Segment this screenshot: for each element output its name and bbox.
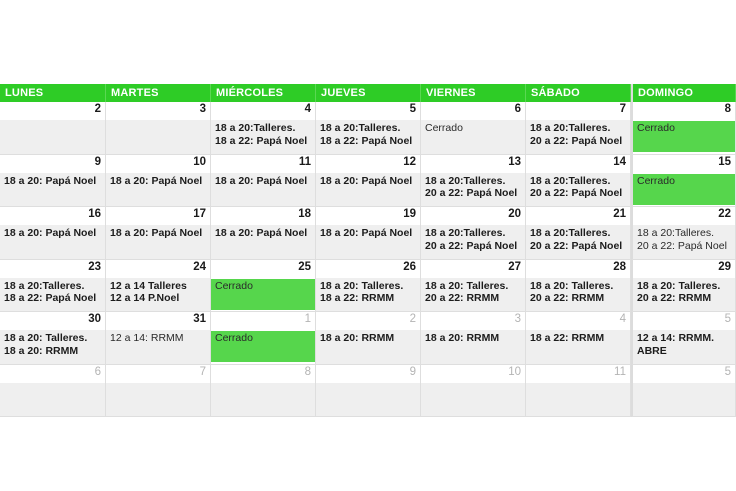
calendar-day-cell[interactable] — [316, 207, 421, 260]
event-text-line: 18 a 20: RRMM — [425, 332, 500, 344]
day-event[interactable] — [4, 280, 103, 305]
calendar-day-cell[interactable] — [211, 365, 316, 418]
event-text-line: 18 a 22: Papá Noel — [320, 134, 413, 147]
day-number: 8 — [304, 365, 311, 378]
calendar-day-cell[interactable] — [106, 102, 211, 155]
day-number: 3 — [514, 313, 521, 325]
event-band — [526, 383, 630, 417]
day-event[interactable] — [530, 175, 628, 200]
calendar-day-cell[interactable] — [106, 155, 211, 208]
day-number: 10 — [508, 365, 521, 378]
event-text-line: 12 a 14: RRMM. — [637, 332, 715, 344]
day-number: 31 — [193, 313, 206, 325]
day-number: 16 — [88, 208, 101, 220]
event-text-line: 20 a 22: RRMM — [530, 292, 605, 304]
event-text-line: 12 a 14 Talleres — [110, 279, 187, 292]
day-number: 14 — [613, 155, 626, 168]
calendar-day-cell[interactable] — [0, 260, 106, 313]
event-text-line: 18 a 20:Talleres. — [425, 174, 506, 187]
event-text-line: 18 a 20: Papá Noel — [110, 174, 203, 187]
calendar-day-cell[interactable] — [316, 312, 421, 365]
calendar-day-cell[interactable] — [316, 102, 421, 155]
event-text-line: Cerrado — [215, 279, 253, 292]
calendar-day-cell[interactable] — [316, 155, 421, 208]
calendar-day-cell[interactable] — [526, 102, 631, 155]
event-text-line: 12 a 14 P.Noel — [110, 292, 180, 304]
event-text-line: 18 a 20: Talleres. — [637, 279, 721, 292]
day-event[interactable] — [530, 280, 628, 305]
calendar-day-cell[interactable] — [526, 260, 631, 313]
day-event[interactable] — [425, 280, 523, 305]
event-band — [211, 383, 315, 417]
calendar-day-cell[interactable] — [526, 312, 631, 365]
event-text-line: Cerrado — [637, 174, 675, 187]
day-event[interactable] — [110, 175, 208, 188]
day-event[interactable] — [425, 175, 523, 200]
day-event[interactable] — [4, 175, 103, 188]
day-event[interactable] — [530, 332, 628, 345]
day-number: 20 — [508, 208, 521, 220]
calendar-day-cell[interactable] — [631, 207, 736, 260]
event-band — [106, 120, 210, 154]
day-number: 24 — [193, 260, 206, 273]
day-number: 22 — [718, 208, 731, 220]
calendar-day-cell[interactable] — [0, 365, 106, 418]
calendar-week-row — [0, 312, 736, 365]
event-text-line: 12 a 14: RRMM — [110, 332, 184, 344]
event-text-line: 20 a 22: Papá Noel — [425, 187, 518, 199]
day-event[interactable] — [320, 122, 418, 147]
day-event[interactable] — [530, 227, 628, 252]
event-text-line: 18 a 20: Papá Noel — [215, 227, 308, 239]
day-number: 8 — [724, 103, 731, 115]
calendar-weeks — [0, 102, 736, 417]
day-event[interactable] — [320, 332, 418, 345]
day-event[interactable] — [637, 332, 733, 357]
calendar-day-cell[interactable] — [106, 312, 211, 365]
day-number: 18 — [298, 208, 311, 220]
calendar-day-cell[interactable] — [421, 260, 526, 313]
calendar-day-cell[interactable] — [631, 102, 736, 155]
event-text-line: 18 a 20:Talleres. — [4, 279, 85, 292]
event-text-line: 20 a 22: RRMM — [425, 292, 500, 304]
weekday-header-sunday: DOMINGO — [631, 84, 736, 102]
event-text-line: 18 a 20: Papá Noel — [320, 174, 413, 187]
day-number: 6 — [514, 103, 521, 115]
day-number: 28 — [613, 260, 626, 273]
event-text-line: Cerrado — [215, 332, 253, 344]
weekday-header-thursday: JUEVES — [316, 84, 421, 102]
calendar-day-cell[interactable] — [0, 312, 106, 365]
calendar-day-cell[interactable] — [631, 155, 736, 208]
day-event[interactable] — [4, 332, 103, 357]
event-text-line: 18 a 20:Talleres. — [215, 122, 296, 134]
day-event[interactable] — [215, 122, 313, 147]
event-text-line: 18 a 20: Papá Noel — [320, 227, 413, 239]
event-text-line: 18 a 20:Talleres. — [637, 227, 715, 239]
day-number: 26 — [403, 260, 416, 273]
day-number: 17 — [193, 208, 206, 220]
calendar-day-cell[interactable] — [316, 260, 421, 313]
weekday-header-wednesday: MIÉRCOLES — [211, 84, 316, 102]
event-band — [0, 120, 105, 154]
calendar-day-cell[interactable] — [106, 260, 211, 313]
event-text-line: 18 a 20:Talleres. — [530, 122, 611, 134]
day-event[interactable] — [215, 332, 313, 345]
event-band — [421, 383, 525, 417]
event-text-line: 18 a 20: RRMM — [4, 344, 79, 357]
calendar-day-cell[interactable] — [421, 365, 526, 418]
calendar-day-cell[interactable] — [211, 260, 316, 313]
event-text-line: 18 a 20: Papá Noel — [4, 227, 97, 239]
day-number: 2 — [94, 103, 101, 115]
day-event[interactable] — [637, 122, 733, 135]
day-number: 15 — [718, 155, 731, 168]
event-text-line: 20 a 22: Papá Noel — [637, 239, 727, 252]
event-text-line: 18 a 20: Talleres. — [530, 279, 614, 292]
calendar-day-cell[interactable] — [0, 207, 106, 260]
weekday-header-tuesday: MARTES — [106, 84, 211, 102]
day-event[interactable] — [320, 227, 418, 240]
calendar-day-cell[interactable] — [421, 102, 526, 155]
event-text-line: Cerrado — [425, 122, 463, 134]
day-number: 27 — [508, 260, 521, 273]
event-text-line: 18 a 22: Papá Noel — [4, 292, 97, 304]
calendar-day-cell[interactable] — [0, 102, 106, 155]
day-event[interactable] — [425, 332, 523, 345]
day-number: 12 — [403, 155, 416, 168]
day-event[interactable] — [425, 122, 523, 135]
weekday-header-monday: LUNES — [0, 84, 106, 102]
calendar-day-cell[interactable] — [316, 365, 421, 418]
calendar-day-cell[interactable] — [631, 260, 736, 313]
calendar-day-cell[interactable] — [106, 365, 211, 418]
calendar-week-row — [0, 365, 736, 418]
day-number: 4 — [619, 313, 626, 325]
calendar-day-cell[interactable] — [211, 207, 316, 260]
day-event[interactable] — [110, 332, 208, 345]
day-number: 5 — [724, 313, 731, 325]
calendar-day-cell[interactable] — [421, 312, 526, 365]
event-text-line: 18 a 20: Talleres. — [4, 332, 88, 344]
calendar-week-row — [0, 155, 736, 208]
event-band — [316, 383, 420, 417]
day-number: 6 — [94, 365, 101, 378]
event-text-line: 18 a 20:Talleres. — [425, 227, 506, 239]
event-band — [0, 383, 105, 417]
event-text-line: 18 a 20: RRMM — [320, 332, 395, 344]
month-calendar — [0, 84, 736, 417]
calendar-day-cell[interactable] — [0, 155, 106, 208]
event-text-line: 18 a 20: Talleres. — [320, 279, 404, 292]
calendar-day-cell[interactable] — [421, 207, 526, 260]
event-text-line: 20 a 22: Papá Noel — [530, 134, 623, 147]
event-text-line: 18 a 20:Talleres. — [530, 174, 611, 187]
event-text-line: 18 a 20:Talleres. — [530, 227, 611, 239]
day-event[interactable] — [637, 175, 733, 188]
event-text-line: 18 a 20: Talleres. — [425, 279, 509, 292]
weekday-header-saturday: SÁBADO — [526, 84, 631, 102]
day-number: 2 — [409, 313, 416, 325]
calendar-day-cell[interactable] — [211, 155, 316, 208]
calendar-day-cell[interactable] — [526, 365, 631, 418]
day-number: 7 — [199, 365, 206, 378]
event-text-line: 18 a 22: RRMM — [320, 292, 395, 304]
day-event[interactable] — [637, 227, 733, 252]
day-event[interactable] — [530, 122, 628, 147]
calendar-day-cell[interactable] — [211, 102, 316, 155]
weekday-header-friday: VIERNES — [421, 84, 526, 102]
day-number: 23 — [88, 260, 101, 273]
day-event[interactable] — [320, 175, 418, 188]
weekday-header-row — [0, 84, 736, 102]
calendar-day-cell[interactable] — [211, 312, 316, 365]
day-event[interactable] — [215, 175, 313, 188]
day-number: 5 — [724, 365, 731, 378]
day-number: 11 — [614, 365, 626, 378]
event-text-line: 18 a 20: Papá Noel — [4, 174, 97, 187]
event-text-line: 20 a 22: Papá Noel — [530, 187, 623, 199]
event-text-line: 18 a 20: Papá Noel — [110, 227, 203, 239]
day-number: 9 — [94, 155, 101, 168]
day-number: 10 — [193, 155, 206, 168]
event-text-line: Cerrado — [637, 122, 675, 134]
event-text-line: ABRE — [637, 344, 667, 357]
event-text-line: 20 a 22: RRMM — [637, 292, 712, 304]
day-event[interactable] — [110, 227, 208, 240]
day-number: 19 — [403, 208, 416, 220]
day-number: 7 — [619, 103, 626, 115]
day-number: 30 — [88, 313, 101, 325]
event-text-line: 18 a 22: RRMM — [530, 332, 605, 344]
day-event[interactable] — [110, 280, 208, 305]
day-number: 25 — [298, 260, 311, 273]
event-text-line: 18 a 20:Talleres. — [320, 122, 401, 134]
day-event[interactable] — [425, 227, 523, 252]
day-number: 29 — [718, 260, 731, 273]
calendar-day-cell[interactable] — [421, 155, 526, 208]
day-number: 21 — [613, 208, 626, 220]
calendar-week-row — [0, 260, 736, 313]
calendar-day-cell[interactable] — [526, 155, 631, 208]
day-number: 11 — [298, 155, 311, 168]
calendar-week-row — [0, 102, 736, 155]
day-number: 1 — [304, 313, 311, 325]
day-number: 5 — [409, 103, 416, 115]
calendar-day-cell[interactable] — [631, 365, 736, 418]
calendar-week-row — [0, 207, 736, 260]
day-event[interactable] — [215, 227, 313, 240]
day-event[interactable] — [637, 280, 733, 305]
event-text-line: 18 a 22: Papá Noel — [215, 134, 308, 147]
calendar-day-cell[interactable] — [631, 312, 736, 365]
day-number: 9 — [409, 365, 416, 378]
day-event[interactable] — [4, 227, 103, 240]
day-event[interactable] — [215, 280, 313, 293]
calendar-day-cell[interactable] — [106, 207, 211, 260]
day-number: 3 — [199, 103, 206, 115]
day-number: 13 — [508, 155, 521, 168]
calendar-day-cell[interactable] — [526, 207, 631, 260]
event-band — [633, 383, 735, 417]
event-text-line: 20 a 22: Papá Noel — [425, 239, 518, 252]
event-band — [106, 383, 210, 417]
day-number: 4 — [304, 103, 311, 115]
event-text-line: 18 a 20: Papá Noel — [215, 174, 308, 187]
day-event[interactable] — [320, 280, 418, 305]
event-text-line: 20 a 22: Papá Noel — [530, 239, 623, 252]
